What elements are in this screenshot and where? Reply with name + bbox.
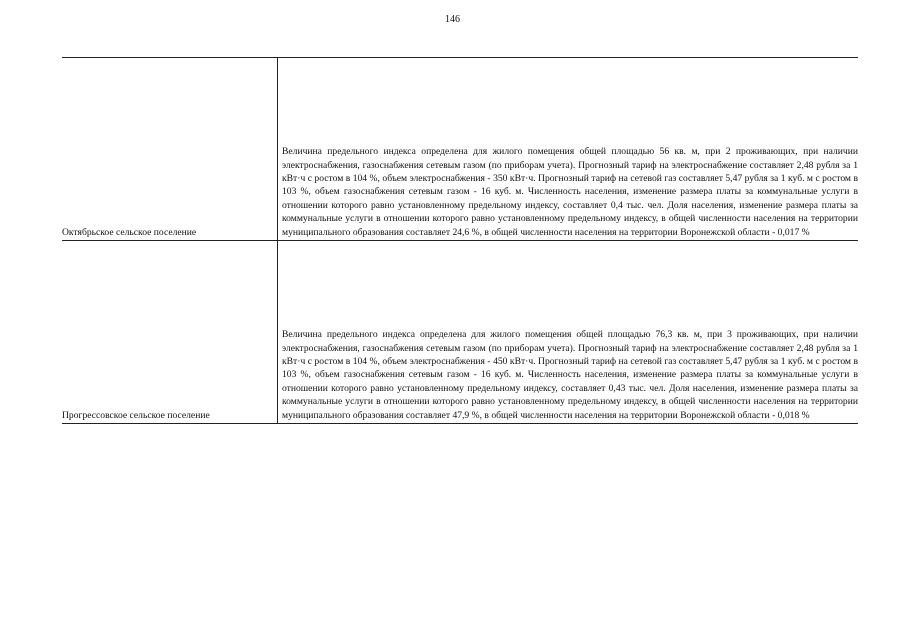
description-text: Величина предельного индекса определена для жилого помещения общей площадью 56 кв. м, при 2 проживающих, при наличии электроснабжения, газоснабжения сетевым газом (по приборам учета). Прогнозный тариф на электроснабжение составляет 2,48 рубля за 1 кВт·ч с ростом в 104 %, объем электроснабжения - 350 кВт·ч. Прогнозный тариф на сетевой газ составляет 5,47 рубля за 1 куб. м с ростом в 103 %, объем газоснабжения сетевым газом - 16 куб. м. Численность населения, изменение размера платы за коммунальные услуги в отношении которого равно установленному предельному индексу, составляет 0,4 тыс. чел. Доля населения, изменение размера платы за коммунальные услуги в отношении которого равно установленному предельному индексу, в общей численности населения на территории муниципального образования составляет 24,6 %, в общей численности населения на территории Воронежской области - 0,017 % bbox=[282, 146, 858, 238]
table-row bbox=[62, 58, 858, 241]
description-text: Величина предельного индекса определена для жилого помещения общей площадью 76,3 кв. м, при 3 проживающих, при наличии электроснабжения, газоснабжения сетевым газом (по приборам учета). Прогнозный тариф на электроснабжение составляет 2,48 рубля за 1 кВт·ч с ростом в 104 %, объем электроснабжения - 450 кВт·ч. Прогнозный тариф на сетевой газ составляет 5,47 рубля за 1 куб. м с ростом в 103 %, объем газоснабжения сетевым газом - 16 куб. м. Численность населения, изменение размера платы за коммунальные услуги в отношении которого равно установленному предельному индексу, составляет 0,43 тыс. чел. Доля населения, изменение размера платы за коммунальные услуги в отношении которого равно установленному предельному индексу, в общей численности населения на территории муниципального образования составляет 47,9 %, в общей численности населения на территории Воронежской области - 0,018 % bbox=[282, 329, 858, 421]
index-description bbox=[278, 58, 859, 241]
page-number: 146 bbox=[445, 14, 460, 25]
settlements-table bbox=[62, 57, 858, 424]
table-row bbox=[62, 241, 858, 424]
settlement-name: Прогрессовское сельское поселение bbox=[62, 241, 278, 424]
index-description bbox=[278, 241, 859, 424]
settlement-name: Октябрьское сельское поселение bbox=[62, 58, 278, 241]
